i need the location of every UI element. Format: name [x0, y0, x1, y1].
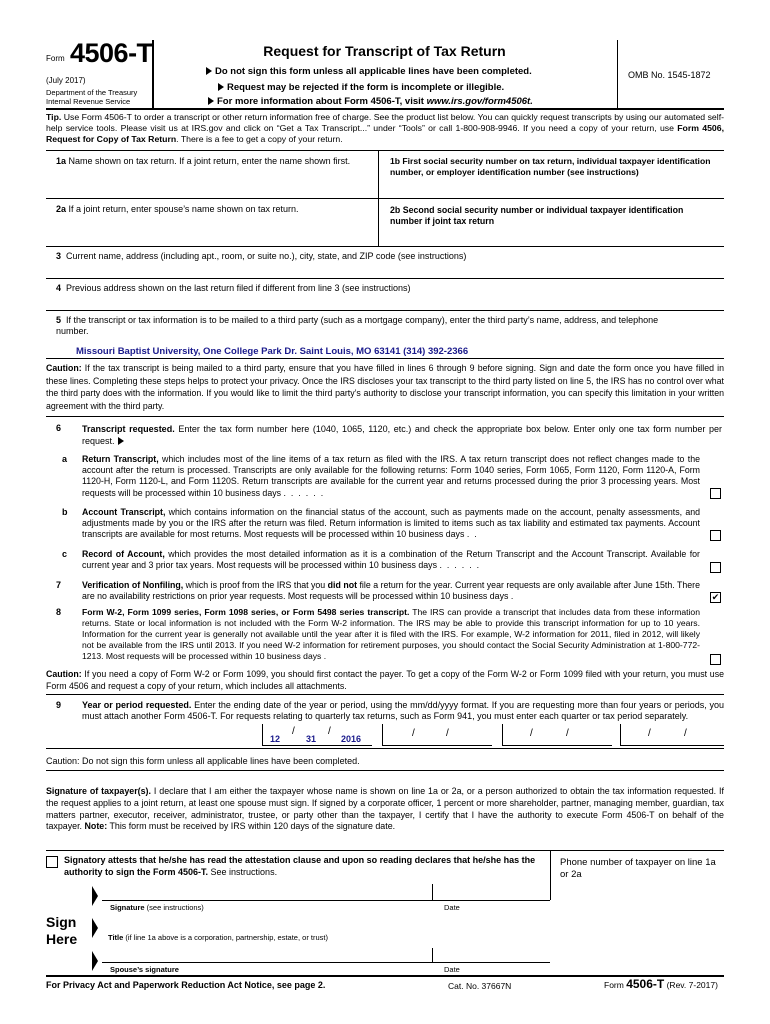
line-3-label: 3 Current name, address (including apt., room, or suite no.), city, state, and ZIP code (see instructions) [56, 251, 467, 261]
line-8-num: 8 [56, 607, 62, 617]
line-6a-num: a [62, 454, 68, 464]
caution-w2: Caution: If you need a copy of Form W-2 or Form 1099, you should first contact the payer. To get a copy of the Form W-2 or Form 1099 filed with your return, you must use Form 4506 and request a copy of your return, which includes all attachments. [46, 669, 724, 691]
period-3-field[interactable] [502, 745, 612, 746]
omb-number: OMB No. 1545-1872 [628, 70, 711, 80]
form-title: Request for Transcript of Tax Return [263, 43, 506, 59]
sign-here-label: Sign Here [46, 914, 78, 947]
date-slash: / [328, 726, 331, 737]
title-label: Title (if line 1a above is a corporation, partnership, estate, or trust) [108, 933, 328, 942]
arrow-icon [218, 83, 224, 91]
current-address-field[interactable] [60, 264, 720, 277]
signature-date-field[interactable] [438, 900, 550, 901]
privacy-notice: For Privacy Act and Paperwork Reduction Act Notice, see page 2. [46, 980, 326, 990]
line-6-text: Transcript requested. Enter the tax form number here (1040, 1065, 1120, etc.) and check the appropriate box below. Enter only one tax form number per request. [82, 424, 723, 446]
line-6c-text: Record of Account, which provides the most detailed information as it is a combination of the Return Transcript and the Account Transcript. Available for current year and 3 prior tax years. Most requests will be processed within 10 business days ...... [82, 549, 700, 571]
signature-declaration: Signature of taxpayer(s). I declare that I am either the taxpayer whose name is shown on line 1a or 2a, or a person authorized to obtain the tax information requested. If the request applies to a joint return, at least one spouse must sign. If signed by a corporate officer, 1 percent or more shareholder, partner, managing member, guardian, tax matters partner, executor, receiver, administrator, trustee, or party other than the taxpayer, I certify that I have the authority to execute Form 4506-T on behalf of the taxpayer. Note: This form must be received by IRS within 120 days of the signature date. [46, 786, 724, 832]
period-1-year[interactable]: 2016 [341, 734, 362, 744]
date-slash: / [684, 728, 687, 739]
period-2-field[interactable] [382, 745, 492, 746]
line-2a-label: 2a If a joint return, enter spouse’s name shown on tax return. [56, 204, 299, 214]
account-transcript-checkbox[interactable] [710, 530, 721, 541]
form-date: (July 2017) [46, 76, 86, 85]
spouse-signature-field[interactable] [102, 962, 438, 963]
w2-1099-transcript-checkbox[interactable] [710, 654, 721, 665]
return-transcript-checkbox[interactable] [710, 488, 721, 499]
attestation-checkbox[interactable] [46, 856, 58, 868]
phone-label: Phone number of taxpayer on line 1a or 2a [560, 857, 716, 880]
period-1-day[interactable]: 31 [306, 734, 317, 744]
ssn-field-1b[interactable] [390, 180, 720, 196]
date-label: Date [444, 903, 460, 912]
dept-line-2: Internal Revenue Service [46, 97, 131, 106]
period-4-field[interactable] [620, 745, 724, 746]
arrow-icon [92, 886, 98, 906]
arrow-icon [208, 97, 214, 105]
date-slash: / [446, 728, 449, 739]
line-9-text: Year or period requested. Enter the ending date of the year or period, using the mm/dd/yyyy format. If you are requesting more than four years or periods, you must attach another Form 4506-T. For requests relating to quarterly tax returns, such as Form 941, you must enter each quarter or tax period separately. [82, 700, 724, 722]
spouse-date-field[interactable] [438, 962, 550, 963]
instruction-1: Do not sign this form unless all applicable lines have been completed. [206, 66, 532, 77]
date-slash: / [412, 728, 415, 739]
form-number: 4506-T [70, 38, 153, 68]
arrow-icon [118, 437, 124, 445]
record-of-account-checkbox[interactable] [710, 562, 721, 573]
previous-address-field[interactable] [60, 296, 720, 309]
date-slash: / [566, 728, 569, 739]
attestation-text: Signatory attests that he/she has read the attestation clause and upon so reading declares that he/she has the authority to sign the Form 4506-T. See instructions. [64, 855, 536, 877]
caution-third-party: Caution: If the tax transcript is being mailed to a third party, ensure that you have filled in lines 6 through 9 before signing. Sign and date the form once you have filled in these lines. Completing these steps helps to protect your privacy. Once the IRS discloses your tax transcript to the third party listed on line 5, the IRS has no control over what the third party does with the information. If you would like to limit the third party’s authority to disclose your transcript information, you can specify this limitation in your written agreement with the third party. [46, 363, 724, 411]
signature-field[interactable] [102, 900, 438, 901]
instruction-3: For more information about Form 4506-T, visit www.irs.gov/form4506t. [208, 96, 533, 107]
arrow-icon [92, 951, 98, 971]
date-slash: / [530, 728, 533, 739]
line-6a-text: Return Transcript, which includes most of the line items of a tax return as filed with the IRS. A tax return transcript does not reflect changes made to the account after the return is processed. Transcripts are only available for the following returns: Form 1040 series, Form 1065, Form 1120, Form 1120-A, Form 1120-H, Form 1120-L, and Form 1120S. Return transcripts are available for the current year and returns processed during the prior 3 processing years. Most requests will be processed within 10 business days ...... [82, 454, 700, 498]
line-6b-text: Account Transcript, which contains information on the financial status of the account, such as payments made on the account, penalty assessments, and adjustments made by you or the IRS after the return was filed. Return information is limited to items such as tax liability and estimated tax payments. Account transcripts are available for most returns. Most requests will be processed within 10 business days .. [82, 507, 700, 540]
caution-do-not-sign: Caution: Do not sign this form unless all applicable lines have been completed. [46, 756, 360, 766]
spouse-date-label: Date [444, 965, 460, 974]
footer-form-id: Form 4506-T (Rev. 7-2017) [604, 977, 718, 991]
line-7-text: Verification of Nonfiling, which is proof from the IRS that you did not file a return for the year. Current year requests are only available after June 15th. There are no availability restrictions on prior year requests. Most requests will be processed within 10 business days . [82, 580, 701, 602]
name-field-1a[interactable] [60, 180, 370, 196]
date-slash: / [648, 728, 651, 739]
verification-nonfiling-checkbox[interactable]: ✔ [711, 592, 720, 602]
date-slash: / [292, 726, 295, 737]
dept-line-1: Department of the Treasury [46, 88, 138, 97]
line-4-label: 4 Previous address shown on the last return filed if different from line 3 (see instructions) [56, 283, 411, 293]
line-6c-num: c [62, 549, 68, 559]
arrow-icon [92, 918, 98, 938]
ssn-field-2b[interactable] [390, 228, 720, 242]
spouse-signature-label: Spouse’s signature [110, 965, 179, 974]
tip-paragraph: Tip. Use Form 4506-T to order a transcript or other return information free of charge. See the product list below. You can quickly request transcripts by using our automated self-help service tools. Please visit us at IRS.gov and click on “Get a Tax Transcript...” under “Tools” or call 1-800-908-9946. If you need a copy of your return, use Form 4506, Request for Copy of Tax Return. There is a fee to get a copy of your return. [46, 112, 724, 144]
third-party-field[interactable]: Missouri Baptist University, One College Park Dr. Saint Louis, MO 63141 (314) 392-2366 [76, 346, 469, 357]
line-1b-label: 1b First social security number on tax return, individual taxpayer identification number, or employer identification number (see instructions) [390, 156, 711, 177]
line-6-num: 6 [56, 423, 62, 433]
line-6b-num: b [62, 507, 68, 517]
line-5-label: 5 If the transcript or tax information is to be mailed to a third party (such as a mortgage company), enter the third party’s name, address, and telephone number. [56, 315, 659, 336]
line-7-num: 7 [56, 580, 62, 590]
period-1-month[interactable]: 12 [270, 734, 281, 744]
form-word: Form [46, 54, 65, 63]
arrow-icon [206, 67, 212, 75]
catalog-number: Cat. No. 37667N [448, 981, 512, 991]
line-9-num: 9 [56, 700, 62, 710]
line-1a-label: 1a Name shown on tax return. If a joint return, enter the name shown first. [56, 156, 351, 166]
line-8-text: Form W-2, Form 1099 series, Form 1098 series, or Form 5498 series transcript. The IRS can provide a transcript that includes data from these information returns. State or local information is not included with the Form W-2 information. The IRS may be able to provide this transcript information for up to 10 years. Information for the current year is generally not available until the year after it is filed with the IRS. For example, W-2 information for 2011, filed in 2012, will likely not be available from the IRS until 2013. If you need W-2 information for retirement purposes, you should contact the Social Security Administration at 1-800-772-1213. Most requests will be processed within 10 business days . [82, 607, 700, 661]
instruction-2: Request may be rejected if the form is incomplete or illegible. [218, 82, 504, 93]
spouse-name-field-2a[interactable] [60, 222, 370, 238]
line-2b-label: 2b Second social security number or individual taxpayer identification number if joint tax return [390, 205, 684, 226]
signature-label: Signature (see instructions) [110, 903, 204, 912]
